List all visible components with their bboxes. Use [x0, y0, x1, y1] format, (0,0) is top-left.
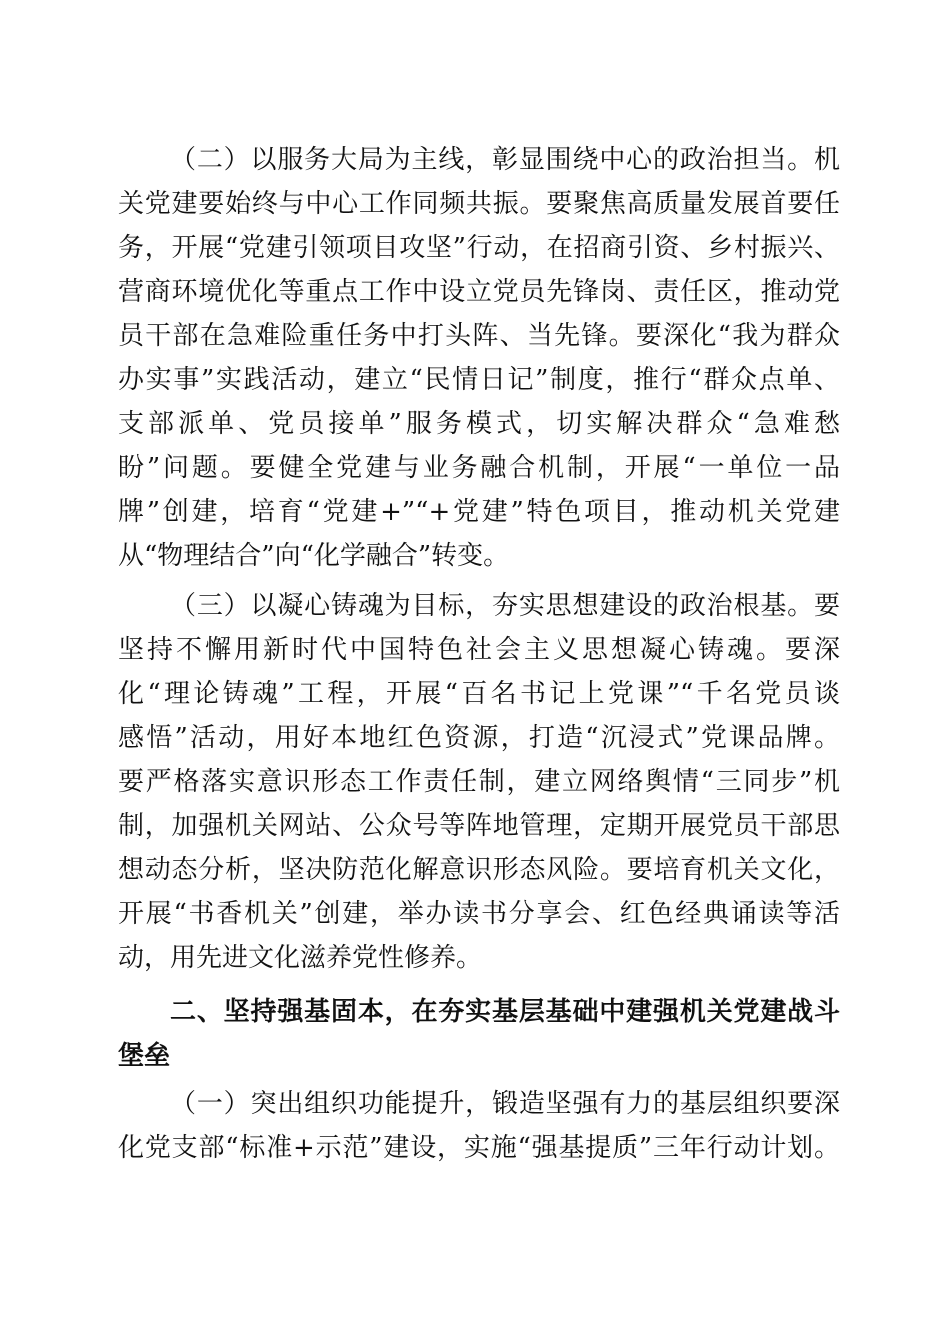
- paragraph-2-line-1: （二）以服务大局为主线，彰显围绕中心的政治担当。机: [170, 145, 840, 175]
- paragraph-2-line-4: 营商环境优化等重点工作中设立党员先锋岗、责任区，推动党: [118, 277, 840, 307]
- paragraph-2-line-8: 盼”问题。要健全党建与业务融合机制，开展“一单位一品: [118, 453, 840, 483]
- paragraph-3-line-3: 化“理论铸魂”工程，开展“百名书记上党课”“千名党员谈: [118, 679, 840, 709]
- section-heading-line-1: 二、坚持强基固本，在夯实基层基础中建强机关党建战斗: [170, 997, 840, 1027]
- paragraph-2-line-5: 员干部在急难险重任务中打头阵、当先锋。要深化“我为群众: [118, 321, 840, 351]
- paragraph-2-line-2: 关党建要始终与中心工作同频共振。要聚焦高质量发展首要任: [118, 189, 840, 219]
- paragraph-3-line-8: 开展“书香机关”创建，举办读书分享会、红色经典诵读等活: [118, 899, 840, 929]
- paragraph-2-line-3: 务，开展“党建引领项目攻坚”行动，在招商引资、乡村振兴、: [118, 233, 840, 263]
- paragraph-3-line-6: 制，加强机关网站、公众号等阵地管理，定期开展党员干部思: [118, 811, 840, 841]
- paragraph-3-line-2: 坚持不懈用新时代中国特色社会主义思想凝心铸魂。要深: [118, 635, 840, 665]
- section-heading-line-2: 堡垒: [118, 1041, 171, 1071]
- paragraph-3-line-1: （三）以凝心铸魂为目标，夯实思想建设的政治根基。要: [170, 591, 840, 621]
- paragraph-2-line-6: 办实事”实践活动，建立“民情日记”制度，推行“群众点单、: [118, 365, 840, 395]
- paragraph-3-line-9: 动，用先进文化滋养党性修养。: [118, 943, 483, 973]
- paragraph-2-line-10: 从“物理结合”向“化学融合”转变。: [118, 541, 510, 571]
- paragraph-4-line-2: 化党支部“标准+示范”建设，实施“强基提质”三年行动计划。: [118, 1133, 840, 1163]
- paragraph-2-line-9: 牌”创建，培育“党建+”“+党建”特色项目，推动机关党建: [118, 497, 840, 527]
- paragraph-3-line-5: 要严格落实意识形态工作责任制，建立网络舆情“三同步”机: [118, 767, 840, 797]
- paragraph-3-line-4: 感悟”活动，用好本地红色资源，打造“沉浸式”党课品牌。: [118, 723, 840, 753]
- paragraph-3-line-7: 想动态分析，坚决防范化解意识形态风险。要培育机关文化，: [118, 855, 840, 885]
- paragraph-4-line-1: （一）突出组织功能提升，锻造坚强有力的基层组织要深: [170, 1089, 840, 1119]
- paragraph-2-line-7: 支部派单、党员接单”服务模式，切实解决群众“急难愁: [118, 409, 840, 439]
